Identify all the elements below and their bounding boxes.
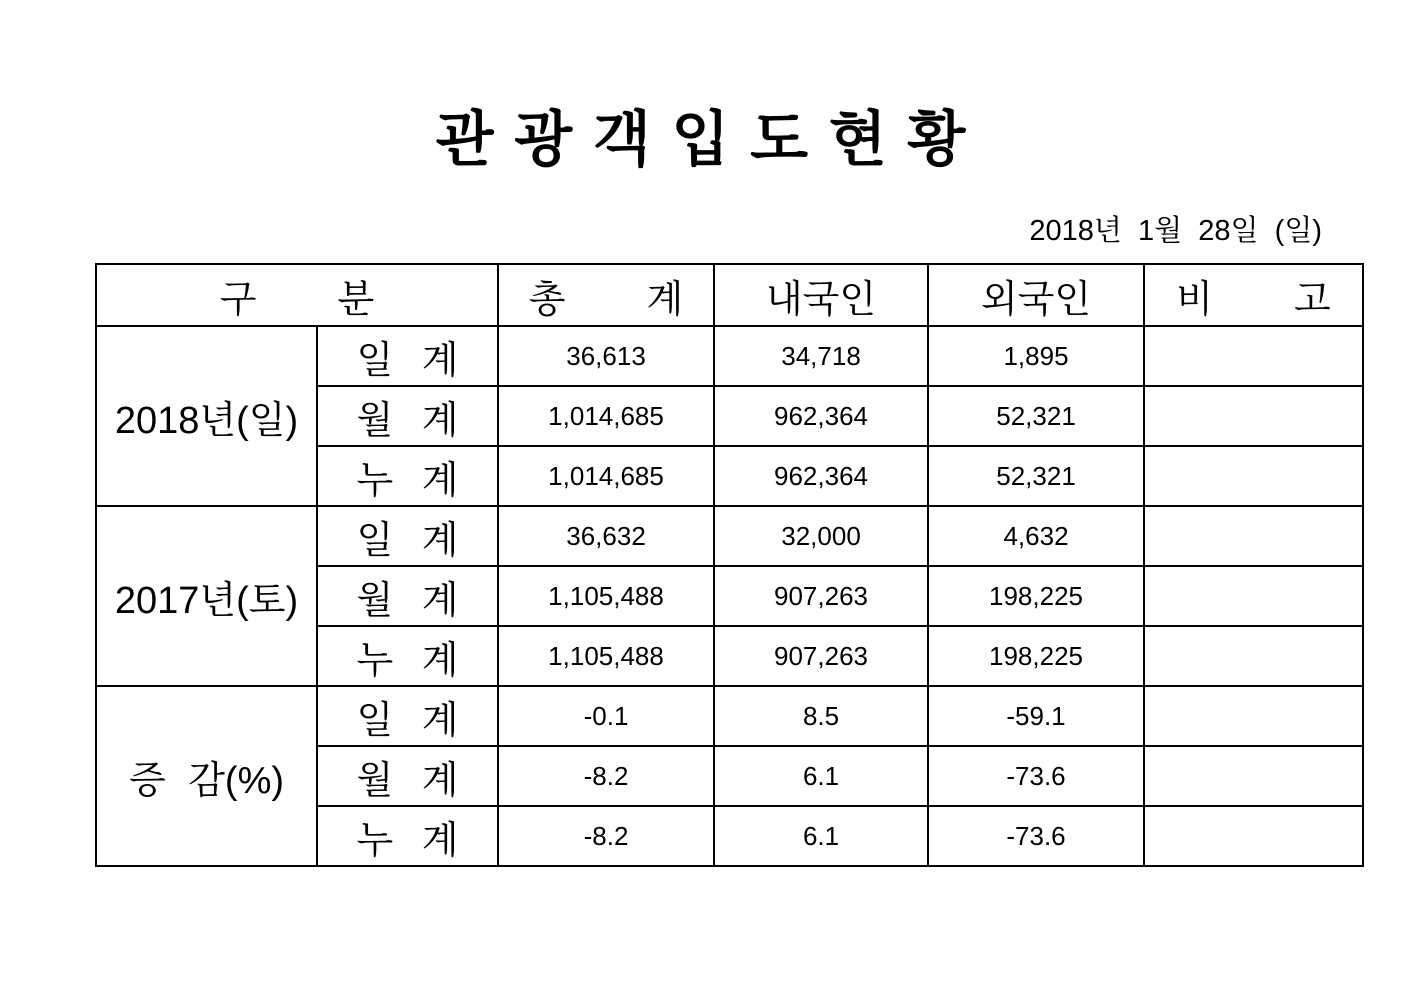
row-label-cumulative: 누 계 [317,626,498,686]
total-value: 36,632 [498,506,714,566]
total-value: 1,105,488 [498,566,714,626]
total-value: -0.1 [498,686,714,746]
foreign-value: 198,225 [928,566,1144,626]
remarks-cell [1144,686,1363,746]
remarks-cell [1144,746,1363,806]
foreign-value: -73.6 [928,806,1144,866]
group-label-2017: 2017년(토) [96,506,317,686]
row-label-cumulative: 누 계 [317,806,498,866]
domestic-value: 907,263 [714,566,928,626]
total-value: 36,613 [498,326,714,386]
header-remarks: 비 고 [1144,264,1363,326]
row-label-daily: 일 계 [317,506,498,566]
header-category: 구 분 [96,264,498,326]
domestic-value: 6.1 [714,746,928,806]
header-domestic: 내국인 [714,264,928,326]
header-total: 총 계 [498,264,714,326]
domestic-value: 34,718 [714,326,928,386]
foreign-value: 4,632 [928,506,1144,566]
row-label-daily: 일 계 [317,686,498,746]
row-label-monthly: 월 계 [317,566,498,626]
remarks-cell [1144,326,1363,386]
domestic-value: 6.1 [714,806,928,866]
foreign-value: 52,321 [928,446,1144,506]
page-title: 관 광 객 입 도 현 황 [435,106,968,173]
header-foreign: 외국인 [928,264,1144,326]
group-label-change-pct: 증 감(%) [96,686,317,866]
row-label-cumulative: 누 계 [317,446,498,506]
report-date: 2018년 1월 28일 (일) [1029,215,1322,247]
total-value: 1,105,488 [498,626,714,686]
tourist-arrivals-table [95,263,1364,867]
row-label-daily: 일 계 [317,326,498,386]
remarks-cell [1144,446,1363,506]
remarks-cell [1144,806,1363,866]
foreign-value: 198,225 [928,626,1144,686]
foreign-value: 1,895 [928,326,1144,386]
group-label-2018: 2018년(일) [96,326,317,506]
foreign-value: -59.1 [928,686,1144,746]
remarks-cell [1144,386,1363,446]
total-value: 1,014,685 [498,386,714,446]
remarks-cell [1144,626,1363,686]
domestic-value: 962,364 [714,386,928,446]
domestic-value: 907,263 [714,626,928,686]
domestic-value: 8.5 [714,686,928,746]
domestic-value: 962,364 [714,446,928,506]
total-value: -8.2 [498,746,714,806]
foreign-value: 52,321 [928,386,1144,446]
table-header-row [96,264,1363,326]
table-row [96,506,1363,566]
remarks-cell [1144,566,1363,626]
total-value: -8.2 [498,806,714,866]
table-row [96,326,1363,386]
table-row [96,686,1363,746]
domestic-value: 32,000 [714,506,928,566]
total-value: 1,014,685 [498,446,714,506]
row-label-monthly: 월 계 [317,386,498,446]
remarks-cell [1144,506,1363,566]
row-label-monthly: 월 계 [317,746,498,806]
foreign-value: -73.6 [928,746,1144,806]
